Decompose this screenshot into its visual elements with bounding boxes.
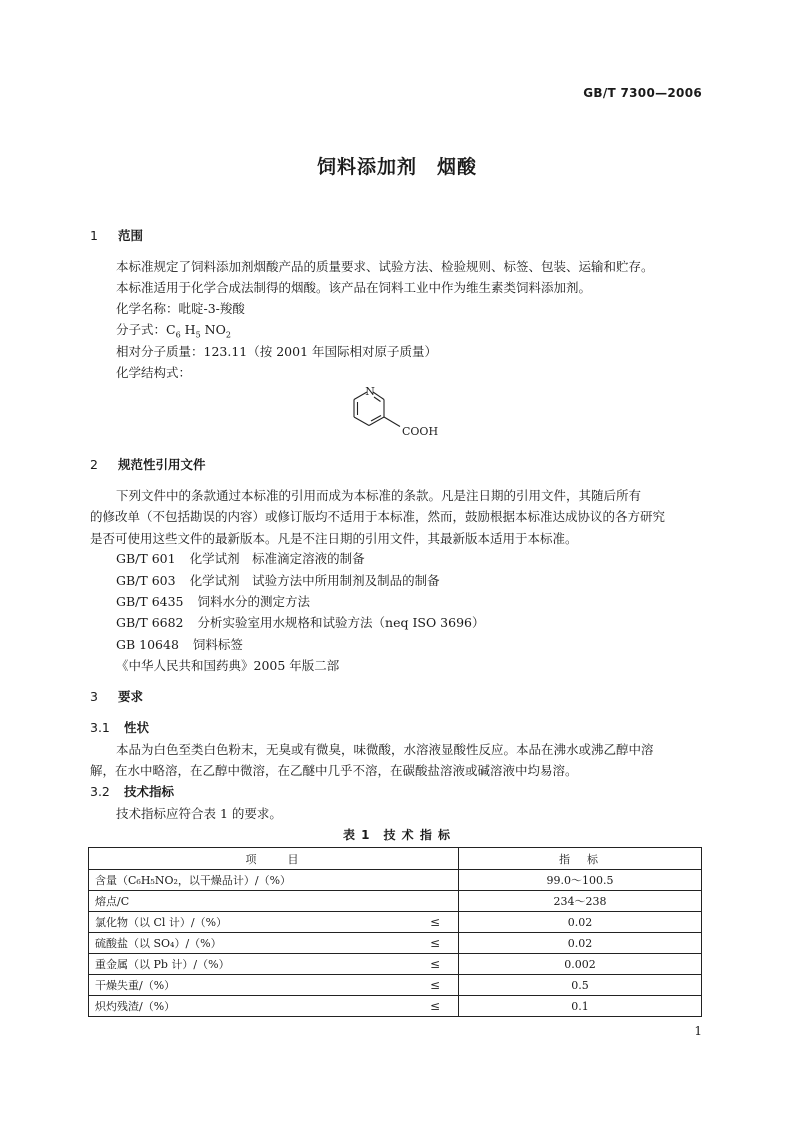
section-3-heading: [90, 687, 143, 705]
appearance-line-2: 解，在水中略溶，在乙醇中微溶，在乙醚中几乎不溶，在碳酸盐溶液或碱溶液中均易溶。: [90, 763, 578, 778]
value-cell: 0.002: [459, 954, 702, 975]
table-row: [89, 954, 702, 975]
section-1-heading: [90, 226, 143, 244]
reference-para-line-1: 下列文件中的条款通过本标准的引用而成为本标准的条款。凡是注日期的引用文件，其随后所有: [116, 488, 642, 503]
appearance-line-1: 本品为白色至类白色粉末，无臭或有微臭，味微酸，水溶液显酸性反应。本品在沸水或沸乙醇中溶: [116, 742, 654, 757]
section-number: 1: [90, 228, 98, 243]
section-title: 性状: [124, 720, 150, 735]
reference-item: GB/T 603 化学试剂 试验方法中所用制剂及制品的制备: [116, 573, 440, 588]
reference-item: GB/T 601 化学试剂 标准滴定溶液的制备: [116, 551, 365, 566]
reference-item: GB/T 6435 饲料水分的测定方法: [116, 594, 311, 609]
title-part-2: 烟酸: [437, 156, 478, 178]
item-cell: 硫酸盐（以 SO₄）/（%） ≤: [89, 933, 459, 954]
column-header-value: 指 标: [459, 848, 702, 870]
section-number: 3: [90, 689, 98, 704]
section-3-2-heading: [90, 782, 174, 800]
table-row: [89, 975, 702, 996]
item-cell: 熔点/C: [89, 891, 459, 912]
molecular-formula-line: [116, 320, 231, 340]
column-header-item: 项 目: [89, 848, 459, 870]
section-3-1-heading: [90, 718, 149, 736]
value-cell: 0.02: [459, 933, 702, 954]
item-cell: 含量（C₆H₅NO₂，以干燥品计）/（%）: [89, 870, 459, 891]
table-row: [89, 912, 702, 933]
section-2-heading: [90, 455, 206, 473]
reference-item: GB/T 6682 分析实验室用水规格和试验方法（neq ISO 3696）: [116, 615, 485, 630]
table-row: [89, 933, 702, 954]
ring-nitrogen-label: N: [365, 385, 375, 398]
item-cell: 氯化物（以 Cl 计）/（%） ≤: [89, 912, 459, 933]
reference-para-line-3: 是否可使用这些文件的最新版本。凡是不注日期的引用文件，其最新版本适用于本标准。: [90, 531, 578, 546]
section-number: 3.1: [90, 720, 110, 735]
item-cell: 重金属（以 Pb 计）/（%） ≤: [89, 954, 459, 975]
value-cell: 0.1: [459, 996, 702, 1017]
section-title: 规范性引用文件: [118, 457, 206, 472]
document-title: [0, 152, 794, 179]
section-title: 范围: [118, 228, 144, 243]
structure-label: 化学结构式：: [116, 365, 192, 380]
value-cell: 99.0～100.5: [459, 870, 702, 891]
item-cell: 干燥失重/（%） ≤: [89, 975, 459, 996]
table-row: [89, 870, 702, 891]
title-part-1: 饲料添加剂: [316, 156, 417, 178]
table-header-row: [89, 848, 702, 870]
scope-line-1: 本标准规定了饲料添加剂烟酸产品的质量要求、试验方法、检验规则、标签、包装、运输和贮存。: [116, 259, 654, 274]
pharmacopoeia-reference: 《中华人民共和国药典》2005 年版二部: [116, 658, 340, 673]
molecular-formula: $C_6$ $H_5$ $NO_2$: [166, 322, 231, 340]
reference-item: GB 10648 饲料标签: [116, 637, 243, 652]
table-row: [89, 996, 702, 1017]
chemical-name-line: 化学名称：吡啶-3-羧酸: [116, 301, 245, 316]
formula-label: 分子式：: [116, 322, 167, 337]
page-number: 1: [694, 1024, 702, 1038]
section-number: 3.2: [90, 784, 110, 799]
standard-number: GB/T 7300—2006: [583, 86, 702, 100]
section-title: 要求: [118, 689, 144, 704]
section-title: 技术指标: [124, 784, 175, 799]
table-caption: 表 1 技 术 指 标: [342, 828, 452, 842]
nicotinic-acid-structure: [346, 382, 446, 444]
spec-table: [88, 847, 702, 1017]
value-cell: 0.5: [459, 975, 702, 996]
molecular-weight-line: 相对分子质量：123.11（按 2001 年国际相对原子质量）: [116, 344, 437, 359]
scope-line-2: 本标准适用于化学合成法制得的烟酸。该产品在饲料工业中作为维生素类饲料添加剂。: [116, 280, 592, 295]
table-row: [89, 891, 702, 912]
carboxyl-label: COOH: [402, 425, 439, 438]
reference-para-line-2: 的修改单（不包括勘误的内容）或修订版均不适用于本标准，然而，鼓励根据本标准达成协议的各方研究: [90, 509, 666, 524]
spec-intro-line: 技术指标应符合表 1 的要求。: [116, 806, 282, 821]
value-cell: 0.02: [459, 912, 702, 933]
item-cell: 炽灼残渣/（%） ≤: [89, 996, 459, 1017]
section-number: 2: [90, 457, 98, 472]
value-cell: 234～238: [459, 891, 702, 912]
